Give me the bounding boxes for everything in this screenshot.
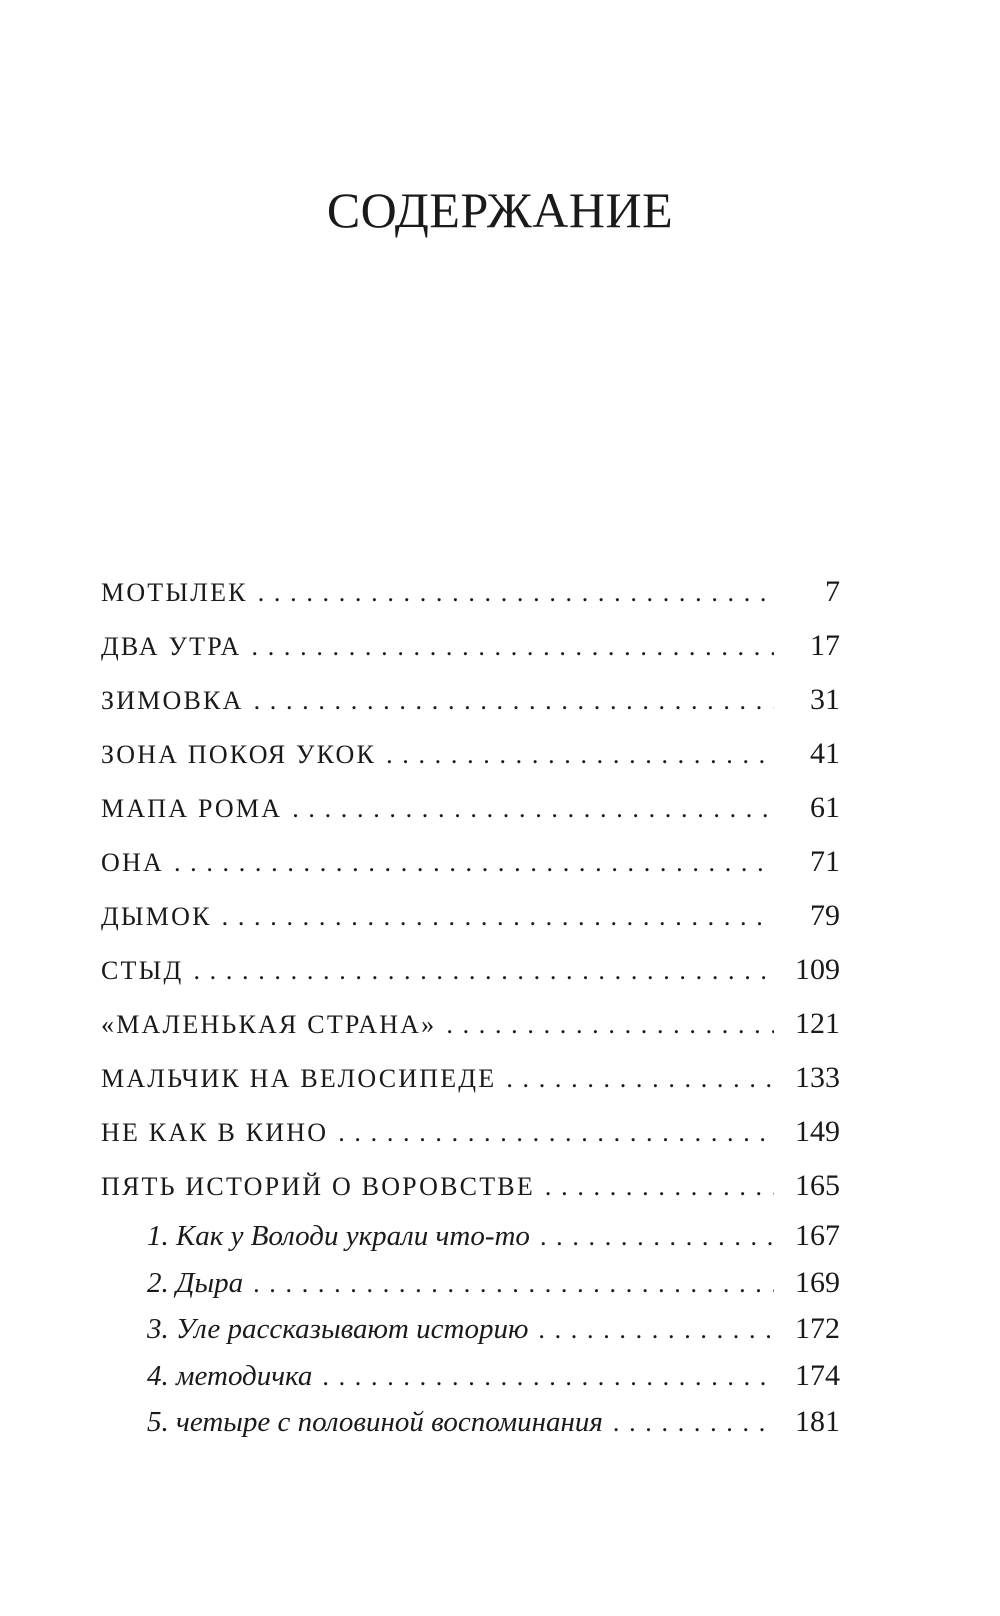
dot-leader [174, 836, 774, 890]
toc-subentry-page: 169 [795, 1265, 840, 1299]
toc-entry-title: СТЫД [101, 956, 184, 985]
toc-entry [101, 565, 840, 619]
toc-entry-title: ПЯТЬ ИСТОРИЙ О ВОРОВСТВЕ [101, 1172, 535, 1201]
toc-entry-title: ОНА [101, 848, 164, 877]
toc-entry-page: 133 [795, 1061, 840, 1094]
toc-subentry [101, 1260, 840, 1307]
dot-leader [254, 674, 774, 728]
toc-entry-title: ЗОНА ПОКОЯ УКОК [101, 740, 377, 769]
toc-entry-page: 71 [810, 845, 840, 878]
toc-entry-page: 61 [810, 791, 840, 824]
toc-entry-page: 79 [810, 899, 840, 932]
toc-entry-page: 165 [795, 1169, 840, 1202]
toc-entry-title: ДВА УТРА [101, 632, 242, 661]
toc-entry [101, 997, 840, 1051]
dot-leader [338, 1106, 774, 1160]
toc-entry [101, 619, 840, 673]
dot-leader [253, 1261, 774, 1308]
table-of-contents [101, 565, 840, 1446]
toc-entry [101, 1105, 840, 1159]
toc-entry [101, 943, 840, 997]
dot-leader [292, 782, 774, 836]
toc-subentry-title: 4. методичка [147, 1359, 313, 1392]
toc-entry [101, 673, 840, 727]
toc-entry [101, 1051, 840, 1105]
toc-subentry [101, 1399, 840, 1446]
toc-subentry-title: 1. Как у Володи украли что-то [147, 1220, 530, 1252]
toc-entry-page: 41 [810, 737, 840, 770]
toc-entry-page: 121 [795, 1007, 840, 1040]
toc-entry-title: МАПА РОМА [101, 794, 283, 823]
dot-leader [613, 1400, 774, 1447]
page-title: СОДЕРЖАНИЕ [326, 182, 674, 238]
dot-leader [545, 1160, 774, 1214]
toc-subentry [101, 1213, 840, 1260]
toc-entry-title: «МАЛЕНЬКАЯ СТРАНА» [101, 1010, 437, 1039]
toc-entry-page: 31 [810, 683, 840, 716]
toc-entry [101, 1159, 840, 1213]
toc-subentry-page: 167 [795, 1219, 840, 1252]
toc-entry [101, 781, 840, 835]
dot-leader [193, 944, 774, 998]
toc-entry-page: 149 [795, 1115, 840, 1148]
toc-subentry-page: 174 [795, 1358, 840, 1392]
toc-subentry-title: 5. четыре с половиной воспоминания [147, 1406, 603, 1438]
toc-subentry [101, 1353, 840, 1400]
dot-leader [540, 1214, 774, 1261]
toc-entry-title: ЗИМОВКА [101, 686, 244, 715]
toc-subentry-title: 2. Дыра [147, 1266, 244, 1299]
toc-entry [101, 889, 840, 943]
toc-entry [101, 727, 840, 781]
toc-entry-title: НЕ КАК В КИНО [101, 1118, 329, 1147]
dot-leader [222, 890, 774, 944]
toc-entry [101, 835, 840, 889]
toc-entry-page: 17 [810, 629, 840, 662]
dot-leader [322, 1354, 774, 1401]
toc-entry-title: МОТЫЛЕК [101, 578, 248, 607]
toc-subentry-title: 3. Уле рассказывают историю [147, 1313, 529, 1345]
toc-entry-page: 7 [825, 575, 840, 608]
toc-subentry-page: 172 [795, 1312, 840, 1345]
toc-entry-page: 109 [795, 953, 840, 986]
dot-leader [538, 1307, 774, 1354]
toc-subentry [101, 1306, 840, 1353]
dot-leader [252, 620, 774, 674]
dot-leader [258, 566, 774, 620]
dot-leader [386, 728, 774, 782]
toc-entry-title: МАЛЬЧИК НА ВЕЛОСИПЕДЕ [101, 1064, 497, 1093]
toc-entry-title: ДЫМОК [101, 902, 212, 931]
dot-leader [446, 998, 774, 1052]
toc-subentry-page: 181 [795, 1405, 840, 1438]
dot-leader [506, 1052, 774, 1106]
